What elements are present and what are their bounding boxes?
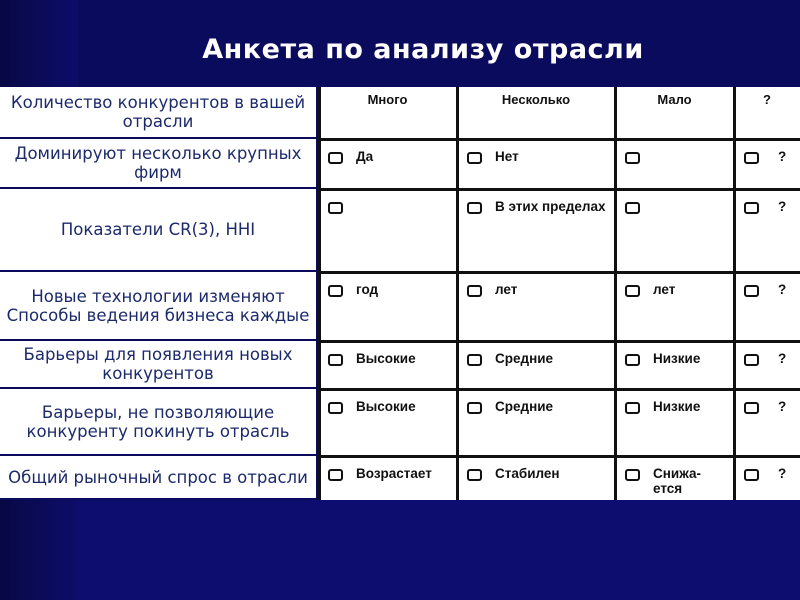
answer-option[interactable] <box>744 399 796 414</box>
checkbox-icon[interactable] <box>744 285 759 297</box>
answer-option[interactable] <box>467 149 611 164</box>
checkbox-icon[interactable] <box>744 152 759 164</box>
option-text: Высокие <box>356 351 416 366</box>
row-divider <box>318 188 800 191</box>
option-text: лет <box>495 282 518 297</box>
option-text: Высокие <box>356 399 416 414</box>
checkbox-icon[interactable] <box>328 152 343 164</box>
column-header: Много <box>367 92 408 107</box>
row-divider <box>318 271 800 274</box>
checkbox-icon[interactable] <box>744 202 759 214</box>
answer-option[interactable] <box>328 199 453 214</box>
column-divider <box>614 87 617 500</box>
option-text: Снижа-ется <box>653 466 701 496</box>
option-text: год <box>356 282 379 297</box>
row-label: Общий рыночный спрос в отрасли <box>0 456 316 500</box>
answer-option[interactable] <box>625 351 730 366</box>
answer-option[interactable] <box>744 282 796 297</box>
answer-option[interactable] <box>328 351 453 366</box>
checkbox-icon[interactable] <box>625 469 640 481</box>
option-text: Нет <box>495 149 519 164</box>
option-text: Возрастает <box>356 466 432 481</box>
checkbox-icon[interactable] <box>467 202 482 214</box>
answer-option[interactable] <box>744 466 796 481</box>
answer-option[interactable] <box>467 351 611 366</box>
option-text: Низкие <box>653 351 701 366</box>
checkbox-icon[interactable] <box>625 152 640 164</box>
answer-option[interactable] <box>467 466 611 481</box>
column-header: Мало <box>657 92 692 107</box>
option-text: ? <box>778 149 787 164</box>
row-label: Количество конкурентов в вашей отрасли <box>0 87 316 139</box>
column-header: Несколько <box>501 92 571 107</box>
option-text: ? <box>778 399 787 414</box>
answer-option[interactable] <box>744 199 796 214</box>
checkbox-icon[interactable] <box>744 354 759 366</box>
bottom-background-band <box>78 500 800 600</box>
answer-option[interactable] <box>625 199 730 214</box>
option-text: Средние <box>495 351 554 366</box>
checkbox-icon[interactable] <box>328 469 343 481</box>
option-text: Средние <box>495 399 554 414</box>
option-text: лет <box>653 282 676 297</box>
checkbox-icon[interactable] <box>625 402 640 414</box>
row-divider <box>318 388 800 391</box>
answer-option[interactable] <box>625 466 730 496</box>
checkbox-icon[interactable] <box>744 402 759 414</box>
answer-option[interactable] <box>467 399 611 414</box>
checkbox-icon[interactable] <box>467 152 482 164</box>
answer-option[interactable] <box>328 466 453 481</box>
column-divider <box>456 87 459 500</box>
checkbox-icon[interactable] <box>328 354 343 366</box>
answer-option[interactable] <box>744 149 796 164</box>
option-text: Стабилен <box>495 466 560 481</box>
checkbox-icon[interactable] <box>328 202 343 214</box>
checkbox-icon[interactable] <box>625 285 640 297</box>
checkbox-icon[interactable] <box>467 469 482 481</box>
checkbox-icon[interactable] <box>467 402 482 414</box>
page-title: Анкета по анализу отрасли <box>202 34 644 65</box>
row-label: Доминируют несколько крупных фирм <box>0 139 316 189</box>
checkbox-icon[interactable] <box>625 202 640 214</box>
answer-option[interactable] <box>625 399 730 414</box>
option-text: ? <box>778 282 787 297</box>
row-label: Показатели CR(3), HHI <box>0 189 316 272</box>
checkbox-icon[interactable] <box>328 402 343 414</box>
option-text: ? <box>778 199 787 214</box>
row-divider <box>318 138 800 141</box>
checkbox-icon[interactable] <box>328 285 343 297</box>
answer-option[interactable] <box>467 282 611 297</box>
row-label: Новые технологии изменяют Способы ведения бизнеса каждые <box>0 272 316 341</box>
row-divider <box>318 455 800 458</box>
answer-option[interactable] <box>744 351 796 366</box>
answer-option[interactable] <box>328 149 453 164</box>
answer-option[interactable] <box>625 282 730 297</box>
checkbox-icon[interactable] <box>744 469 759 481</box>
checkbox-icon[interactable] <box>467 354 482 366</box>
answer-option[interactable] <box>467 199 611 214</box>
row-label: Барьеры, не позволяющие конкуренту покинуть отрасль <box>0 389 316 456</box>
option-text: Низкие <box>653 399 701 414</box>
option-text: В этих пределах <box>495 199 606 214</box>
checkbox-icon[interactable] <box>467 285 482 297</box>
column-divider <box>318 87 321 500</box>
answer-option[interactable] <box>328 282 453 297</box>
checkbox-icon[interactable] <box>625 354 640 366</box>
row-divider <box>318 340 800 343</box>
column-header: ? <box>763 92 771 107</box>
option-text: ? <box>778 351 787 366</box>
answer-option[interactable] <box>328 399 453 414</box>
row-label: Барьеры для появления новых конкурентов <box>0 341 316 389</box>
option-text: ? <box>778 466 787 481</box>
option-text: Да <box>356 149 374 164</box>
answer-option[interactable] <box>625 149 730 164</box>
column-divider <box>733 87 736 500</box>
answer-grid <box>318 87 800 500</box>
